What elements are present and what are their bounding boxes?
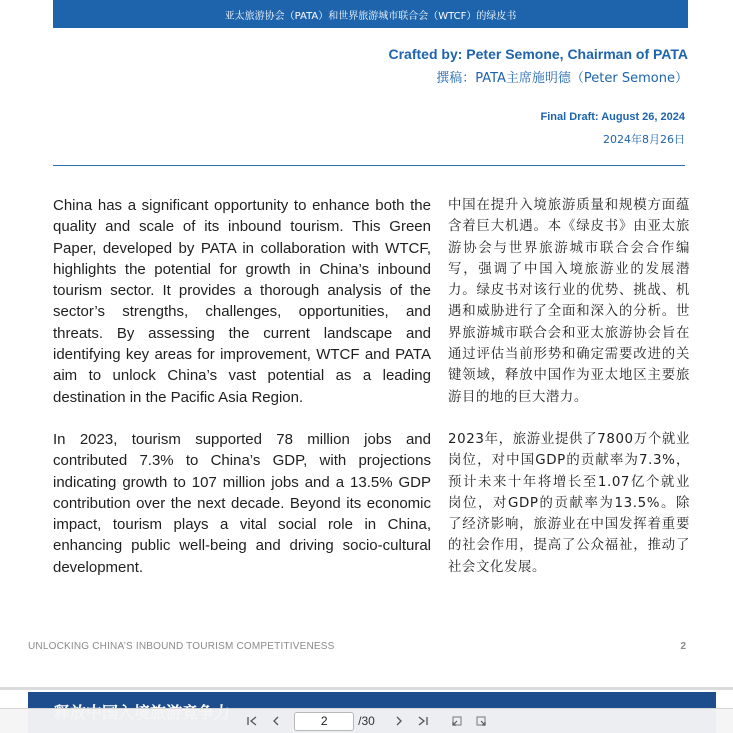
author-byline-en: Crafted by: Peter Semone, Chairman of PATA <box>388 46 688 62</box>
go-back-icon <box>451 715 463 727</box>
draft-date-en: Final Draft: August 26, 2024 <box>540 111 685 123</box>
first-page-icon <box>246 715 258 727</box>
previous-page-button[interactable] <box>266 711 286 731</box>
chinese-paragraph: 中国在提升入境旅游质量和规模方面蕴含着巨大机遇。本《绿皮书》由亚太旅游协会与世界旅游城市联合会合作编写，强调了中国入境旅游业的发展潜力。绿皮书对该行业的优势、挑战、机遇和威胁进行了全面和深入的分析。世界旅游城市联合会和亚太旅游协会旨在通过评估当前形势和确定需要改进的关键领域，释放中国作为亚太地区主要旅游目的地的巨大潜力。 <box>448 198 690 405</box>
english-paragraph: China has a significant opportunity to enhance both the quality and scale of its inbound tourism. This Green Paper, developed by PATA in collaboration with WTCF, highlights the potential for growth in China’s inbound tourism sector. It provides a thorough analysis of the sector’s strengths, challenges, opportunities, and threats. By assessing the current landscape and identifying key areas for improvement, WTCF and PATA aim to unlock China’s vast potential as a leading destination in the Pacific Asia Region. <box>53 197 431 406</box>
first-page-button[interactable] <box>242 711 262 731</box>
next-page-icon <box>393 715 405 727</box>
last-page-icon <box>417 715 429 727</box>
chinese-column <box>448 195 690 599</box>
footer-page-number: 2 <box>680 641 686 652</box>
go-forward-button[interactable] <box>471 711 491 731</box>
footer-title: UNLOCKING CHINA’S INBOUND TOURISM COMPETITIVENESS <box>28 641 335 652</box>
english-column <box>53 195 431 599</box>
author-byline-zh: 撰稿：PATA主席施明德（Peter Semone） <box>436 71 688 86</box>
previous-page-icon <box>270 715 282 727</box>
go-back-button[interactable] <box>447 711 467 731</box>
last-page-button[interactable] <box>413 711 433 731</box>
draft-date-zh: 2024年8月26日 <box>603 133 685 146</box>
page-number-input[interactable] <box>294 712 354 731</box>
pdf-navigation-toolbar <box>0 708 733 733</box>
chinese-paragraph: 2023年，旅游业提供了7800万个就业岗位，对中国GDP的贡献率为7.3%，预计未来十年将增长至1.07亿个就业岗位，对GDP的贡献率为13.5%。除了经济影响，旅游业在中国发挥着重要的社会作用，提高了公众福祉，推动了社会文化发展。 <box>448 431 690 575</box>
divider-line <box>53 165 685 166</box>
english-paragraph: In 2023, tourism supported 78 million jobs and contributed 7.3% to China’s GDP, with projections indicating growth to 107 million jobs and a 13.5% GDP contribution over the next decade. Beyond its economic impact, tourism plays a vital social role in China, enhancing public well-being and driving socio-cultural development. <box>53 430 431 576</box>
go-forward-icon <box>475 715 487 727</box>
next-page-button[interactable] <box>389 711 409 731</box>
top-banner: 亚太旅游协会（PATA）和世界旅游城市联合会（WTCF）的绿皮书 <box>53 0 688 28</box>
total-pages: /30 <box>358 714 375 728</box>
